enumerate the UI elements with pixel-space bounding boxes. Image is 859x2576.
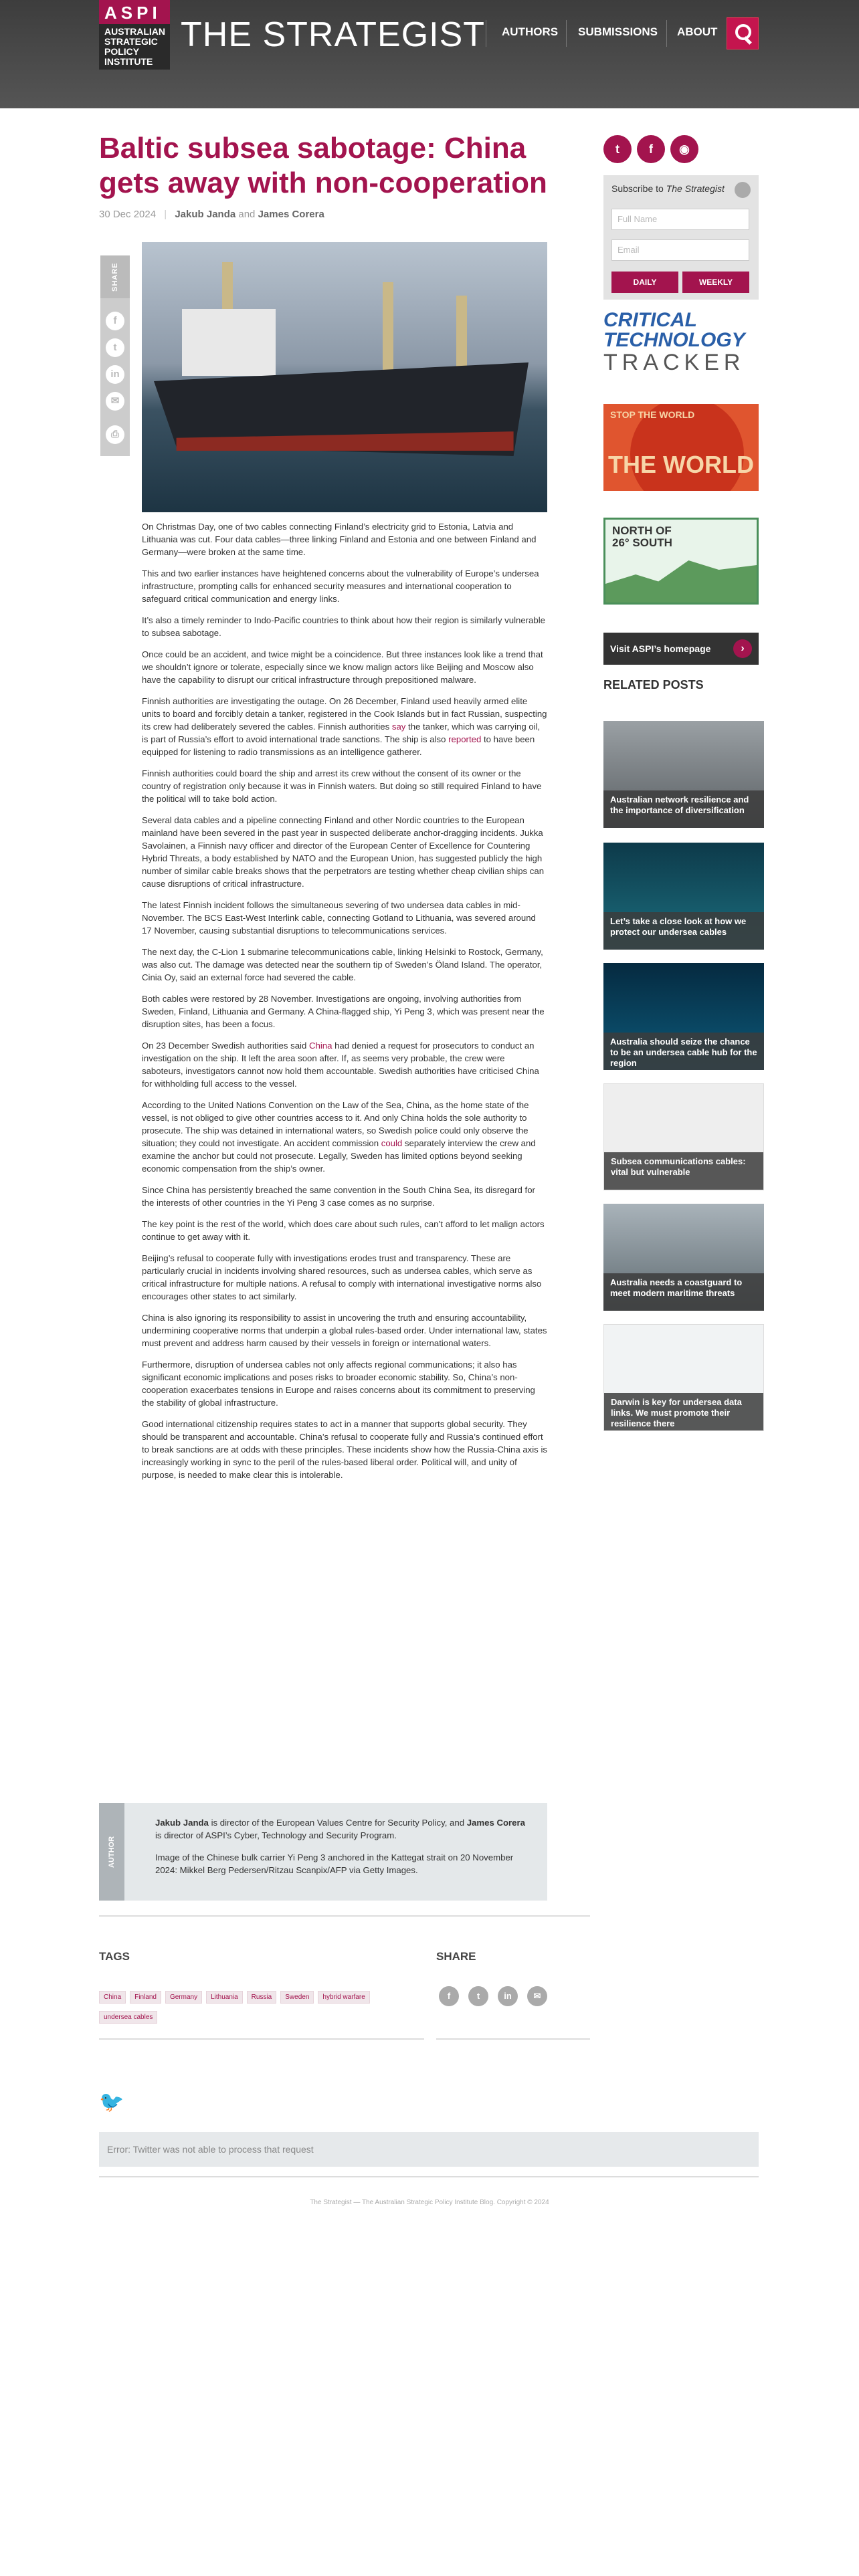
author-name-1[interactable]: Jakub Janda (155, 1818, 209, 1828)
paragraph: Finnish authorities are investigating the outage. On 26 December, Finland used heavily armed elite units to board and forcibly detain a tanker, registered in the Cook Islands but in fact Russian, suspecting its crew had deliberately severed the cables. Finnish authorities say the tanker, which was carrying oil, is part of Russia’s effort to avoid international trade sanctions. The ship is also reported to have been equipped for listening to radio transmissions as an intelligence gatherer. (142, 696, 547, 757)
subscribe-title: Subscribe to The Strategist (611, 183, 725, 194)
twitter-bird-icon: 🐦 (99, 2091, 124, 2113)
mail-icon (735, 182, 751, 198)
tag-list (99, 1990, 420, 2030)
paragraph: The next day, the C-Lion 1 submarine telecommunications cable, linking Helsinki to Rostock, Germany, was also cut. The damage was detected near the southern tip of Sweden’s Öland Island. The operator, Cinia Oy, said an external force had severed the cable. (142, 947, 543, 982)
tag-germany[interactable]: Germany (165, 1991, 202, 2004)
related-post[interactable]: Australia needs a coastguard to meet modern maritime threats (603, 1204, 764, 1311)
tag-hybrid-warfare[interactable]: hybrid warfare (318, 1991, 369, 2004)
facebook-icon[interactable]: f (439, 1986, 459, 2006)
inline-link-china[interactable]: China (308, 1041, 332, 1051)
subscribe-box (603, 175, 759, 300)
twitter-icon[interactable]: t (603, 135, 632, 163)
tag-lithuania[interactable]: Lithuania (206, 1991, 243, 2004)
paragraph: This and two earlier instances have heightened concerns about the vulnerability of Europe’s undersea infrastructure, prompting calls for enhanced security measures and international cooperation to safeguard critical communication and energy links. (142, 568, 539, 604)
divider (436, 2038, 590, 2040)
paragraph: Several data cables and a pipeline connecting Finland and other Nordic countries to the European mainland have been severed in the past year in suspected deliberate anchor-dragging incidents. Jukka Savolainen, a Finnish navy officer and director of the European Center of Excellence for Countering Hybrid Threats, a body established by NATO and the European Union, has suggested publicly the high number of similar cable breaks shows that the perpetrators are testing whether cheap civilian ships can cause disruptions of critical infrastructure. (142, 815, 545, 889)
linkedin-icon[interactable]: in (106, 365, 124, 384)
stop-the-world-banner[interactable]: STOP THE WORLD THE WORLD (603, 404, 759, 491)
linkedin-icon[interactable]: in (498, 1986, 518, 2006)
paragraph: On Christmas Day, one of two cables connecting Finland’s electricity grid to Estonia, Latvia and Lithuania was cut. Four data cables—three linking Finland and Estonia and one between Finland and Germany—were broken at the same time. (142, 522, 537, 557)
twitter-icon[interactable]: t (468, 1986, 488, 2006)
site-header (0, 0, 859, 108)
related-posts-heading: RELATED POSTS (603, 678, 704, 691)
article-title: Baltic subsea sabotage: China gets away with non-cooperation (99, 132, 547, 199)
article-date: 30 Dec 2024 (99, 209, 157, 220)
site-title[interactable]: THE STRATEGIST (181, 15, 486, 54)
logo-subtitle: AUSTRALIAN STRATEGIC POLICY INSTITUTE (104, 26, 165, 67)
nav-submissions[interactable]: SUBMISSIONS (578, 25, 658, 38)
divider (99, 2038, 424, 2040)
tag-sweden[interactable]: Sweden (280, 1991, 314, 2004)
arrow-right-icon: › (733, 639, 752, 658)
paragraph: China is also ignoring its responsibility to assist in uncovering the truth and ensuring accountability, undermining cooperative norms that underpin a global rules-based order. Under international law, states must prevent and address harm caused by their vessels in foreign or international waters. (142, 1313, 547, 1348)
tag-undersea-cables[interactable]: undersea cables (99, 2011, 157, 2024)
rss-icon[interactable]: ◉ (670, 135, 698, 163)
email-icon[interactable]: ✉ (106, 392, 124, 411)
share-label: SHARE (100, 255, 130, 298)
divider (99, 1915, 590, 1917)
print-icon[interactable]: ⎙ (106, 425, 124, 444)
critical-technology-tracker-banner[interactable]: CRITICAL TECHNOLOGY TRACKER (603, 309, 745, 375)
ship-crane (383, 282, 393, 376)
paragraph: The key point is the rest of the world, which does care about such rules, can’t afford to let malign actors continue to get away with it. (142, 1219, 545, 1242)
author-box (99, 1803, 547, 1901)
inline-link-reported[interactable]: reported (448, 734, 482, 744)
paragraph: It’s also a timely reminder to Indo-Pacific countries to think about how their region is similarly vulnerable to subsea sabotage. (142, 615, 545, 638)
tag-finland[interactable]: Finland (130, 1991, 161, 2004)
paragraph: Since China has persistently breached the same convention in the South China Sea, its disregard for the interests of other countries in the Yi Peng 3 case comes as no surprise. (142, 1185, 535, 1208)
related-post[interactable]: Australia should seize the chance to be an undersea cable hub for the region (603, 963, 764, 1070)
image-credit: Image of the Chinese bulk carrier Yi Peng 3 anchored in the Kattegat strait on 20 November 2024: Mikkel Berg Pedersen/Ritzau Scanpix/AFP via Getty Images. (155, 1852, 514, 1875)
nav-divider (666, 20, 667, 47)
paragraph: Beijing’s refusal to cooperate fully with investigations erodes trust and transparency. These are particularly crucial in incidents involving shared resources, such as undersea cables, which serve as critical infrastructure for multiple nations. A refusal to comply with international investigative norms also encourages other states to act similarly. (142, 1253, 542, 1301)
author-bio: Jakub Janda is director of the European Values Centre for Security Policy, and James Corera is director of ASPI’s Cyber, Technology and Security Program. Image of the Chinese bulk carrier Yi Peng 3 anchored in the Kattegat strait on 20 November 2024: Mikkel Berg Pedersen/Ritzau Scanpix/AFP via Getty Images. (155, 1816, 530, 1876)
tags-heading: TAGS (99, 1950, 130, 1963)
paragraph: Both cables were restored by 28 November. Investigations are ongoing, involving authorities from Sweden, Finland, Lithuania and Germany. A China-flagged ship, Yi Peng 3, which was present near the disruption sites, has been a focus. (142, 994, 545, 1029)
ship-bridge (182, 309, 276, 376)
paragraph: Good international citizenship requires states to act in a manner that supports global security. They should be transparent and accountable. China’s refusal to cooperate fully and Russia’s continued effort to break sanctions are at odds with these principles. These incidents show how the Russia-China axis is increasingly working in sync to the peril of the rules-based liberal order. Political will, and unity of purpose, is needed to make clear this is intolerable. (142, 1419, 547, 1480)
author-link-1[interactable]: Jakub Janda (175, 209, 236, 220)
aspi-logo[interactable] (99, 0, 170, 70)
tag-russia[interactable]: Russia (247, 1991, 277, 2004)
weekly-button[interactable]: WEEKLY (682, 272, 749, 293)
search-button[interactable] (727, 17, 759, 49)
share-heading: SHARE (436, 1950, 476, 1963)
paragraph: The latest Finnish incident follows the simultaneous severing of two undersea data cables in mid-November. The BCS East-West Interlink cable, connecting Gotland to Lithuania, was severed around 17 November, causing substantial disruptions to telecommunications services. (142, 900, 536, 936)
visit-aspi-button[interactable]: Visit ASPI’s homepage › (603, 633, 759, 665)
logo-acronym: ASPI (99, 0, 170, 24)
nav-authors[interactable]: AUTHORS (502, 25, 559, 38)
paragraph: Finnish authorities could board the ship and arrest its crew without the consent of its owner or the country of registration only because it was in Finnish waters. But doing so still required Finland to have the political will to take bold action. (142, 768, 542, 804)
related-post[interactable]: Darwin is key for undersea data links. We must promote their resilience there (603, 1324, 764, 1431)
paragraph: Furthermore, disruption of undersea cables not only affects regional communications; it also has significant economic implications and poses risks to broader economic stability. So, China’s non-cooperation exacerbates tensions in Europe and raises concerns about its commitment to preserving the stability of global infrastructure. (142, 1360, 535, 1408)
paragraph: On 23 December Swedish authorities said China had denied a request for prosecutors to conduct an investigation on the ship. It left the area soon after. If, as seems very probable, the crew were saboteurs, investigators cannot now hold them accountable. Swedish authorities have criticised China for withholding full access to the vessel. (142, 1041, 539, 1089)
email-input[interactable]: Email (611, 239, 749, 261)
related-post[interactable]: Let’s take a close look at how we protect our undersea cables (603, 843, 764, 950)
facebook-icon[interactable]: f (637, 135, 665, 163)
email-icon[interactable]: ✉ (527, 1986, 547, 2006)
ship-crane (456, 296, 467, 376)
north-of-26-banner[interactable]: NORTH OF 26° SOUTH (603, 518, 759, 605)
nav-divider (566, 20, 567, 47)
daily-button[interactable]: DAILY (611, 272, 678, 293)
map-graphic (605, 556, 757, 603)
twitter-error: Error: Twitter was not able to process that request (99, 2132, 759, 2167)
author-name-2[interactable]: James Corera (466, 1818, 525, 1828)
nav-about[interactable]: ABOUT (677, 25, 718, 38)
footer: The Strategist — The Australian Strategic Policy Institute Blog. Copyright © 2024 (310, 2199, 549, 2206)
share-rail (100, 255, 130, 456)
related-post[interactable]: Australian network resilience and the importance of diversification (603, 721, 764, 828)
paragraph: According to the United Nations Convention on the Law of the Sea, China, as the home state of the vessel, is not obliged to give other countries access to it. And only China holds the sole authority to prosecute. The ship was detained in international waters, so Swedish police could only observe the situation; they could not investigate. An accident commission could separately interview the crew and examine the anchor but could not prosecute. Legally, Sweden has limited options beyond seeking economic compensation from the ship’s owner. (142, 1100, 536, 1174)
related-post[interactable]: Subsea communications cables: vital but vulnerable (603, 1083, 764, 1190)
facebook-icon[interactable]: f (106, 312, 124, 330)
author-tab: AUTHOR (99, 1803, 124, 1901)
inline-link-could[interactable]: could (381, 1138, 403, 1148)
article-body (142, 520, 547, 1490)
twitter-icon[interactable]: t (106, 338, 124, 357)
hero-image-ship (142, 242, 547, 512)
tag-china[interactable]: China (99, 1991, 126, 2004)
paragraph: Once could be an accident, and twice might be a coincidence. But three instances look like a trend that we shouldn’t ignore or tolerate, especially since we know malign actors like Beijing and Moscow also have the capability to disrupt our critical infrastructure through prepositioned malware. (142, 649, 543, 685)
author-link-2[interactable]: James Corera (258, 209, 324, 220)
inline-link-say[interactable]: say (391, 722, 406, 732)
divider (99, 2176, 759, 2177)
byline: 30 Dec 2024 | Jakub Janda and James Corera (99, 209, 324, 220)
full-name-input[interactable]: Full Name (611, 209, 749, 230)
